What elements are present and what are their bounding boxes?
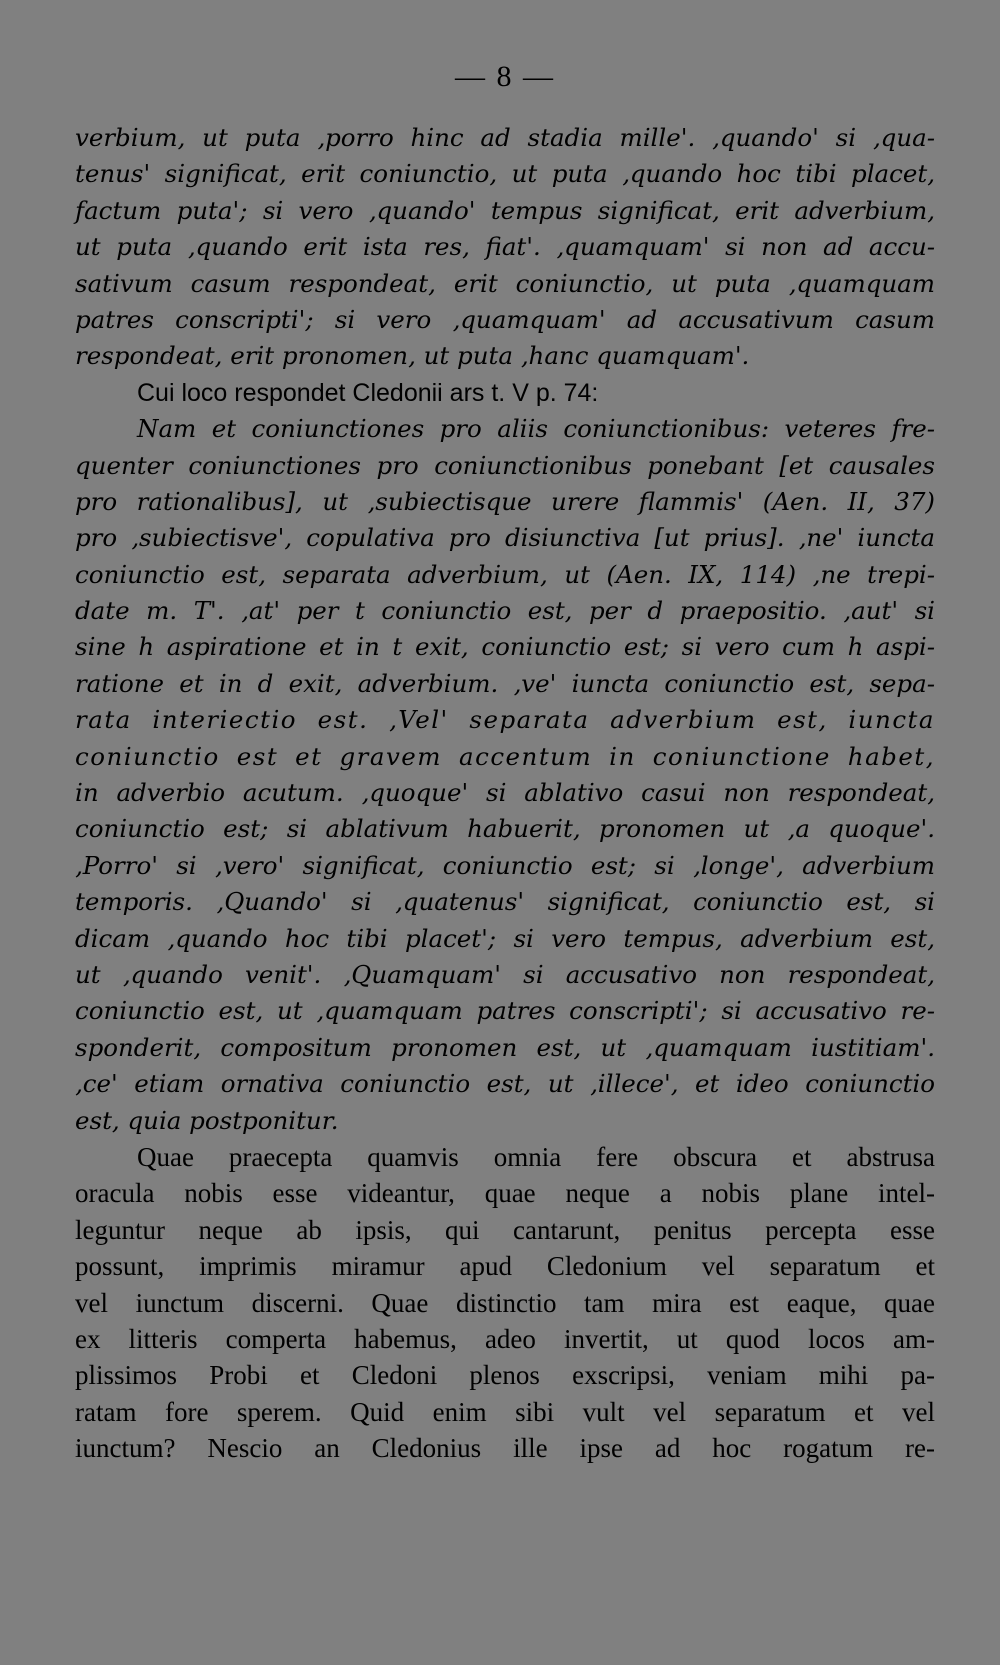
text-line: coniunctio est; si ablativum habuerit, pronomen ut ‚a quoque'. [75, 814, 935, 844]
text-line: pro ‚subiectisve', copulativa pro disiunctiva [ut prius]. ‚ne' iuncta [75, 523, 935, 553]
text-line: date m. T'. ‚at' per t coniunctio est, per d praepositio. ‚aut' si [75, 596, 935, 626]
text-line: est, quia postponitur. [75, 1105, 339, 1135]
text-line: sponderit, compositum pronomen est, ut ‚quamquam iustitiam'. [75, 1032, 935, 1062]
page-number: — 8 — [455, 60, 555, 93]
text-line: sine h aspiratione et in t exit, coniunctio est; si vero cum h aspi- [75, 632, 935, 662]
text-line: Quae praecepta quamvis omnia fere obscura et abstrusa [137, 1141, 935, 1172]
text-line: oracula nobis esse videantur, quae neque a nobis plane intel- [75, 1178, 935, 1209]
text-line: rata interiectio est. ‚Vel' separata adverbium est, iuncta [75, 705, 935, 735]
text-line: coniunctio est, ut ‚quamquam patres conscripti'; si accusativo re- [75, 996, 935, 1026]
quoted-passage-probus [75, 120, 935, 375]
text-line: ‚ce' etiam ornativa coniunctio est, ut ‚illece', et ideo coniunctio [75, 1069, 935, 1099]
text-line: ut puta ‚quando erit ista res, fiat'. ‚quamquam' si non ad accu- [75, 232, 935, 262]
text-line: plissimos Probi et Cledoni plenos exscripsi, veniam mihi pa- [75, 1360, 935, 1391]
text-line: pro rationalibus], ut ‚subiectisque urere flammis' (Aen. II, 37) [75, 486, 935, 516]
text-line: quenter coniunctiones pro coniunctionibus ponebant [et causales [75, 450, 935, 480]
intro-line: Cui loco respondet Cledonii ars t. V p. 74: [137, 378, 599, 407]
text-line: ratam fore sperem. Quid enim sibi vult vel separatum et vel [75, 1396, 935, 1427]
text-line: temporis. ‚Quando' si ‚quatenus' significat, coniunctio est, si [75, 887, 935, 917]
text-line: patres conscripti'; si vero ‚quamquam' ad accusativum casum [75, 304, 935, 334]
text-line: leguntur neque ab ipsis, qui cantarunt, penitus percepta esse [75, 1214, 935, 1245]
text-line: ratione et in d exit, adverbium. ‚ve' iuncta coniunctio est, sepa- [75, 668, 935, 698]
text-line: sativum casum respondeat, erit coniunctio, ut puta ‚quamquam [75, 268, 935, 298]
text-line: coniunctio est et gravem accentum in coniunctione habet, [75, 741, 935, 771]
text-line: respondeat, erit pronomen, ut puta ‚hanc quamquam'. [75, 341, 750, 371]
text-line: ‚Porro' si ‚vero' significat, coniunctio est; si ‚longe', adverbium [75, 850, 935, 880]
commentary-paragraph [75, 1139, 935, 1467]
text-line: dicam ‚quando hoc tibi placet'; si vero tempus, adverbium est, [75, 923, 935, 953]
text-line: tenus' significat, erit coniunctio, ut puta ‚quando hoc tibi placet, [75, 159, 935, 189]
text-line: factum puta'; si vero ‚quando' tempus significat, erit adverbium, [75, 195, 935, 225]
text-line: verbium, ut puta ‚porro hinc ad stadia mille'. ‚quando' si ‚qua- [75, 123, 935, 152]
text-line: ex litteris comperta habemus, adeo invertit, ut quod locos am- [75, 1323, 935, 1354]
text-line: vel iunctum discerni. Quae distinctio tam mira est eaque, quae [75, 1287, 935, 1318]
text-line: iunctum? Nescio an Cledonius ille ipse ad hoc rogatum re- [75, 1433, 935, 1464]
text-line: ut ‚quando venit'. ‚Quamquam' si accusativo non respondeat, [75, 959, 935, 989]
quoted-passage-cledonius [75, 411, 935, 1139]
text-line: in adverbio acutum. ‚quoque' si ablativo casui non respondeat, [75, 778, 935, 808]
text-line: possunt, imprimis miramur apud Cledonium vel separatum et [75, 1251, 935, 1282]
document-page [75, 60, 935, 1466]
text-line: Nam et coniunctiones pro aliis coniunctionibus: veteres fre- [137, 414, 935, 444]
text-line: coniunctio est, separata adverbium, ut (Aen. IX, 114) ‚ne trepi- [75, 559, 935, 589]
